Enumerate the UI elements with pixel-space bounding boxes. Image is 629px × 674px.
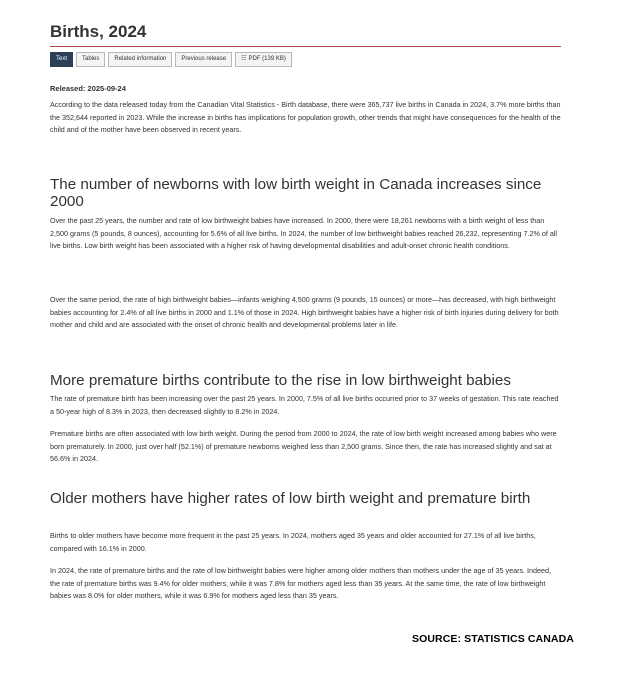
section-paragraph: The rate of premature birth has been increasing over the past 25 years. In 2000, 7.5% of all live births occurred prior to 37 weeks of gestation. This rate reached a 50-year high of 8.3% in 2023, then decreased slightly to 8.2% in 2024. bbox=[50, 394, 559, 416]
tab-label: Related information bbox=[114, 56, 167, 62]
section-paragraph: Over the past 25 years, the number and rate of low birthweight babies have increased. In 2000, there were 18,261 newborns with a birth weight of less than 2,500 grams (5 pounds, 8 ounces), accounting for 5.6% of all live births. In 2024, the number of low birthweight babies reached 26,232, representing 7.2% of all live births. Low birth weight has been associated with a higher risk of having developmental disabilities and adult-onset chronic health conditions. bbox=[50, 216, 558, 251]
tab-label: PDF (139 KB) bbox=[248, 56, 286, 62]
intro-paragraph: According to the data released today from the Canadian Vital Statistics - Birth database, there were 365,737 live births in Canada in 2024, 3.7% more births than the 352,644 reported in 2023. While the increase in births has implications for population growth, other trends that might have consequences for the health of the child and of the mother have been observed in recent years. bbox=[50, 100, 561, 135]
tab-previous-release[interactable] bbox=[175, 52, 232, 67]
tab-label: Text bbox=[56, 56, 68, 62]
source-credit: SOURCE: STATISTICS CANADA bbox=[412, 633, 574, 645]
section-paragraph: Over the same period, the rate of high birthweight babies—infants weighing 4,500 grams (9 pounds, 15 ounces) or more—has decreased, with high birthweight babies accounting for 2.4% of all live births in 2000 and 1.1% of those in 2024. High birthweight babies have a higher risk of birth injuries during delivery for both mother and child and are associated with the onset of chronic health and developmental problems later in life. bbox=[50, 295, 559, 330]
release-date: Released: 2025-09-24 bbox=[50, 84, 126, 93]
section-paragraph: In 2024, the rate of premature births and the rate of low birthweight babies were higher among older mothers than mothers under the age of 35 years. Indeed, the rate of premature births was 9.4% for older mothers, while it was 7.8% for mothers aged less than 35 years. At the same time, the rate of low birthweight babies was 8.0% for older mothers, while it was 6.9% for mothers aged less than 35 years. bbox=[50, 566, 552, 601]
section-paragraph: Births to older mothers have become more frequent in the past 25 years. In 2024, mothers aged 35 years and older accounted for 27.1% of all live births, compared with 16.1% in 2000. bbox=[50, 531, 536, 553]
pdf-icon: ☷ bbox=[241, 56, 247, 62]
tab-related-information[interactable] bbox=[108, 52, 172, 67]
section-heading-older-mothers: Older mothers have higher rates of low birth weight and premature birth bbox=[50, 490, 531, 507]
section-paragraph: Premature births are often associated with low birth weight. During the period from 2000 to 2024, the rate of low birth weight increased among babies who were born prematurely. In 2000, just over half (52.1%) of premature newborns weighed less than 2,500 grams. Since then, the rate has increased slightly and sat at 56.6% in 2024. bbox=[50, 429, 557, 464]
section-heading-premature-births: More premature births contribute to the rise in low birthweight babies bbox=[50, 372, 511, 389]
tab-tables[interactable] bbox=[76, 52, 105, 67]
page-title: Births, 2024 bbox=[50, 22, 147, 41]
tab-pdf[interactable] bbox=[235, 52, 292, 67]
title-divider bbox=[50, 46, 561, 47]
tab-label: Tables bbox=[82, 56, 100, 62]
tab-label: Previous release bbox=[181, 56, 227, 62]
tab-bar bbox=[50, 52, 292, 67]
section-heading-low-birth-weight: The number of newborns with low birth weight in Canada increases since 2000 bbox=[50, 176, 542, 210]
tab-text[interactable] bbox=[50, 52, 73, 67]
